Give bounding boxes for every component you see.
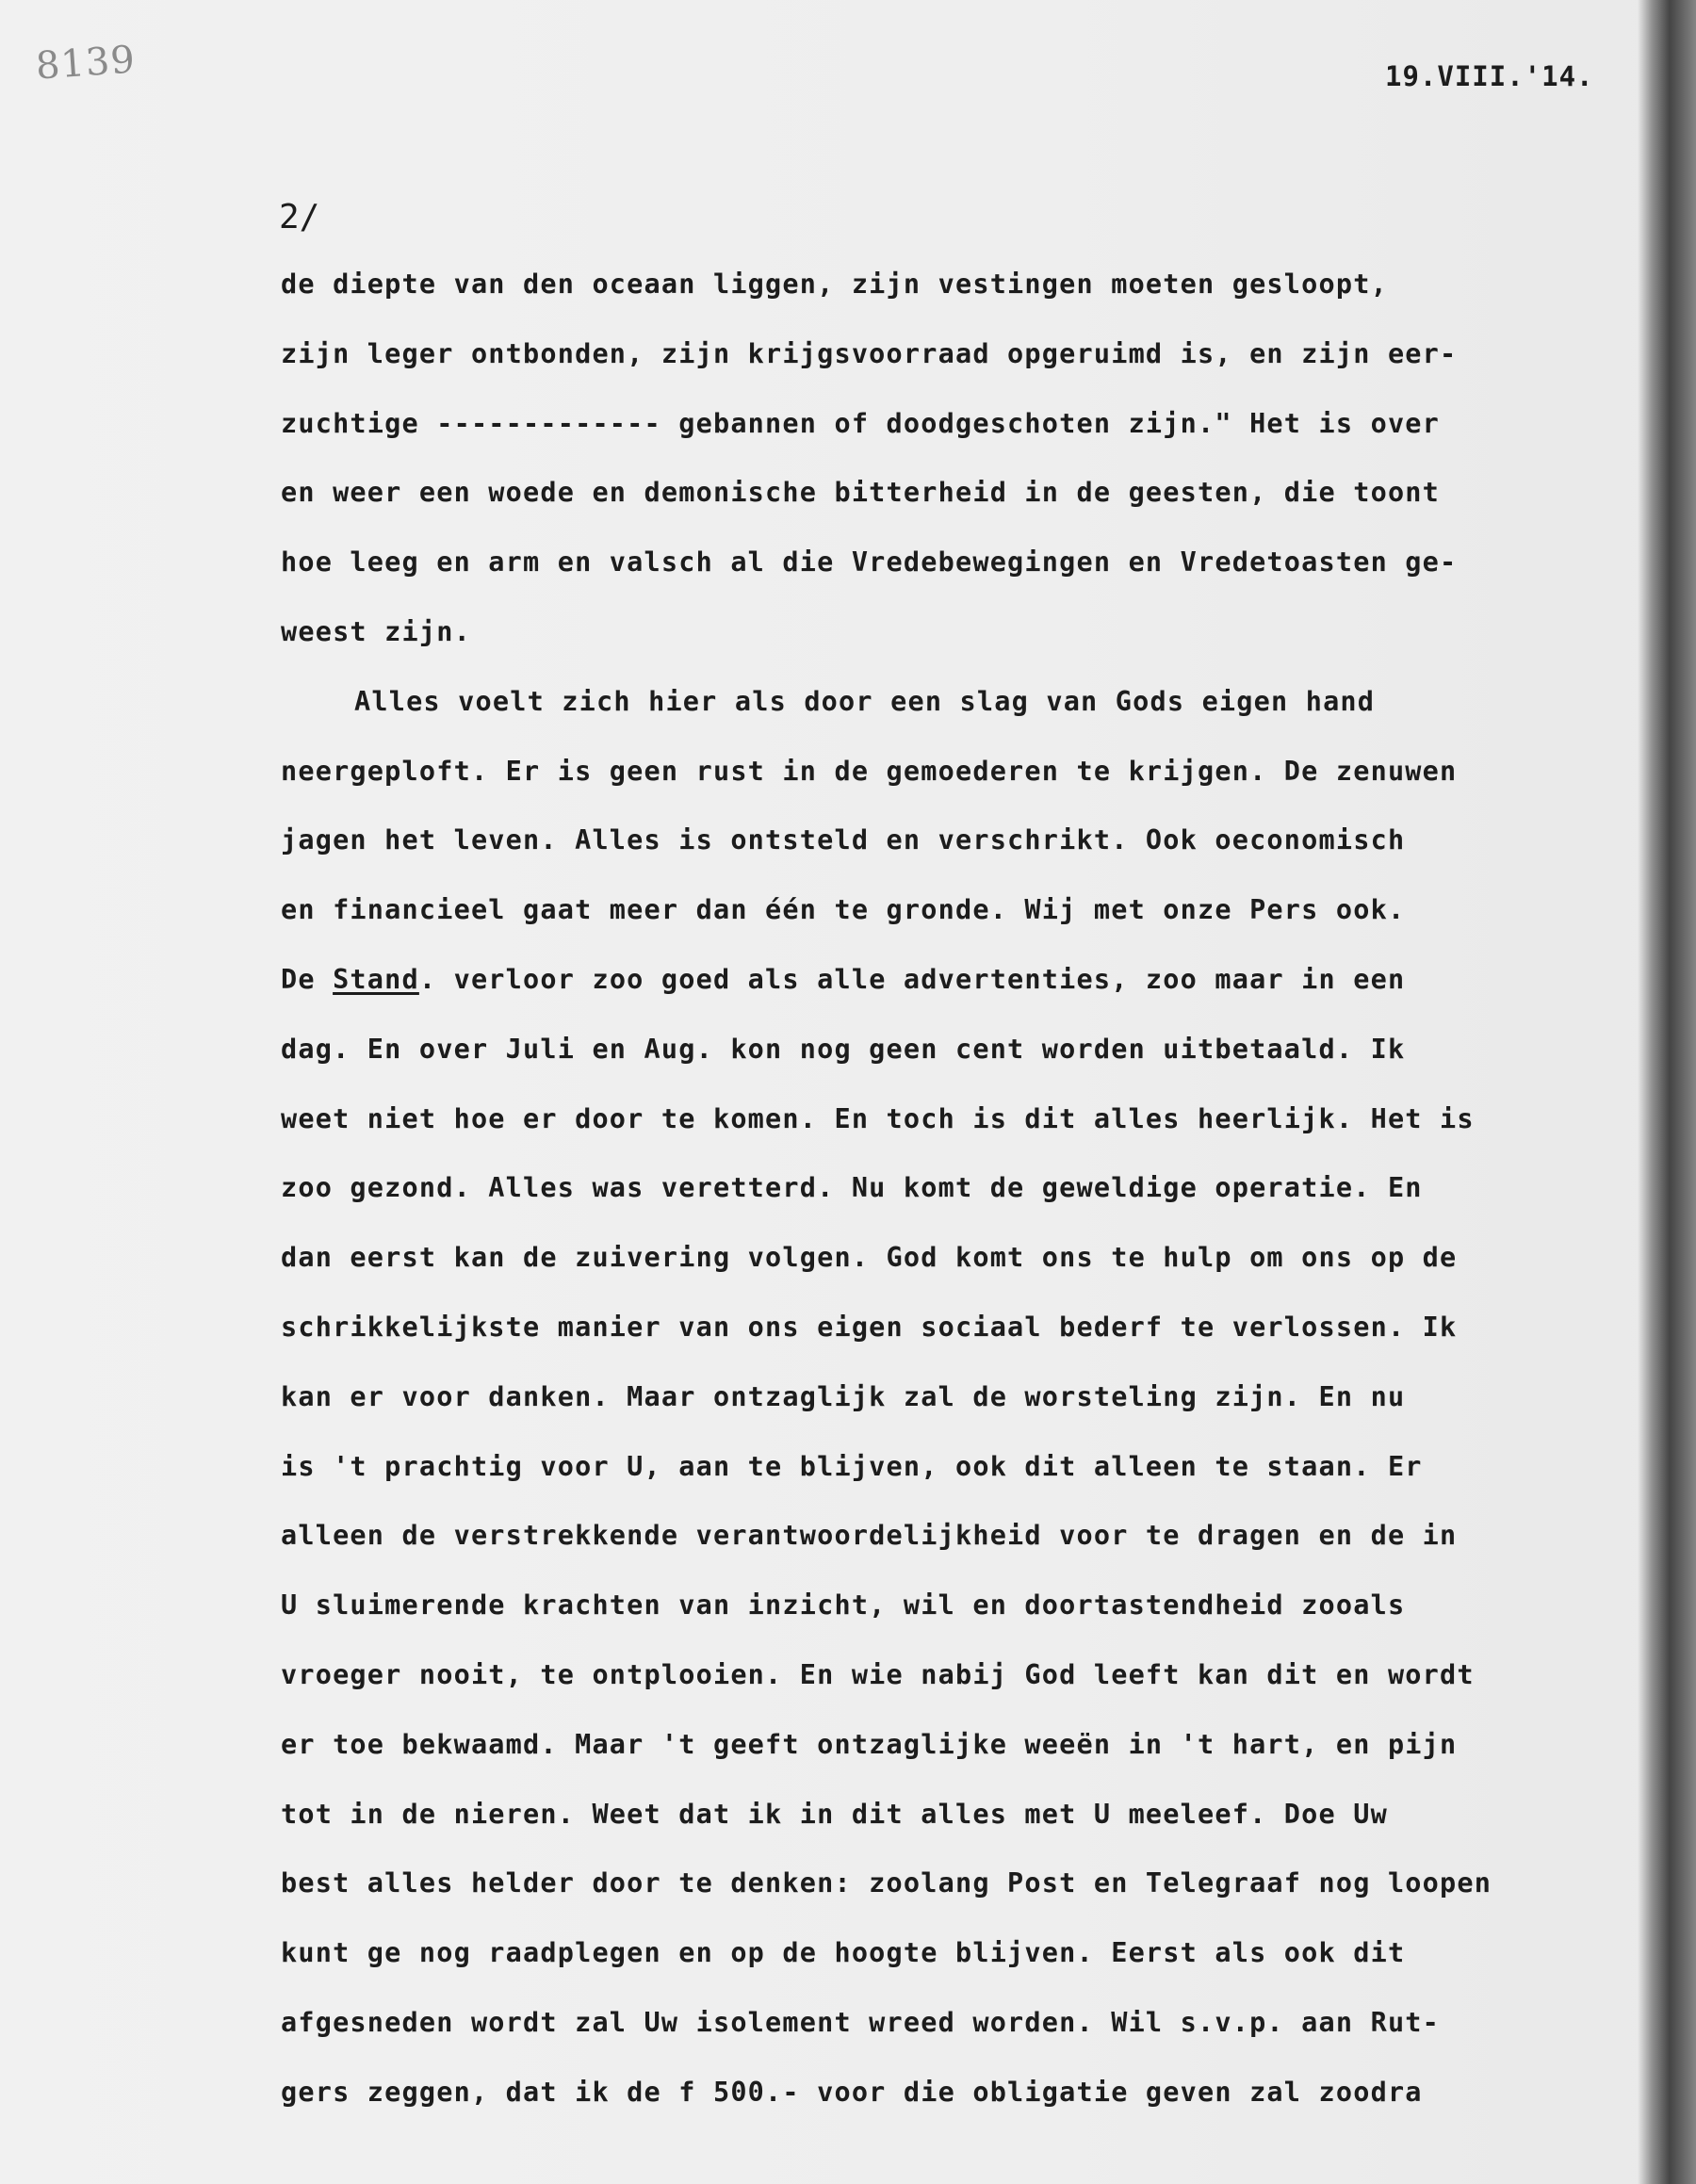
text-line: De Stand. verloor zoo goed als alle advertenties, zoo maar in een [281, 963, 1406, 995]
text-line: Alles voelt zich hier als door een slag van Gods eigen hand [354, 685, 1376, 717]
text-line: vroeger nooit, te ontplooien. En wie nabij God leeft kan dit en wordt [281, 1658, 1475, 1690]
underlined-word: Stand [333, 963, 419, 995]
letter-date: 19.VIII.'14. [1385, 60, 1594, 92]
text-line: de diepte van den oceaan liggen, zijn vestingen moeten gesloopt, [281, 269, 1388, 300]
text-line: weest zijn. [281, 615, 471, 647]
text-line: kunt ge nog raadplegen en op de hoogte blijven. Eerst als ook dit [281, 1937, 1406, 1969]
text-line: is 't prachtig voor U, aan te blijven, ook dit alleen te staan. Er [281, 1450, 1423, 1482]
text-line: dan eerst kan de zuivering volgen. God komt ons te hulp om ons op de [281, 1242, 1458, 1274]
archive-mark: 8139 [34, 38, 138, 89]
text-line: neergeploft. Er is geen rust in de gemoederen te krijgen. De zenuwen [281, 755, 1458, 787]
text-line: afgesneden wordt zal Uw isolement wreed worden. Wil s.v.p. aan Rut- [281, 2006, 1441, 2038]
page-number: 2/ [279, 198, 320, 236]
text-line: tot in de nieren. Weet dat ik in dit alles met U meeleef. Doe Uw [281, 1798, 1388, 1830]
text-line: zuchtige ------------- gebannen of doodgeschoten zijn." Het is over [281, 407, 1441, 439]
text-line: best alles helder door te denken: zoolang Post en Telegraaf nog loopen [281, 1867, 1492, 1899]
text-line: alleen de verstrekkende verantwoordelijkheid voor te dragen en de in [281, 1520, 1458, 1552]
text-line: gers zeggen, dat ik de f 500.- voor die obligatie geven zal zoodra [281, 2076, 1423, 2108]
text-line: en weer een woede en demonische bitterheid in de geesten, die toont [281, 477, 1441, 509]
text-line: weet niet hoe er door te komen. En toch is dit alles heerlijk. Het is [281, 1102, 1475, 1134]
text-line: hoe leeg en arm en valsch al die Vredebewegingen en Vredetoasten ge- [281, 546, 1458, 579]
text-line: U sluimerende krachten van inzicht, wil en doortastendheid zooals [281, 1589, 1406, 1622]
text-line: er toe bekwaamd. Maar 't geeft ontzaglijke weeën in 't hart, en pijn [281, 1728, 1458, 1760]
text-line: zoo gezond. Alles was veretterd. Nu komt de geweldige operatie. En [281, 1172, 1423, 1204]
text-line: en financieel gaat meer dan één te gronde. Wij met onze Pers ook. [281, 894, 1406, 926]
text-line: dag. En over Juli en Aug. kon nog geen cent worden uitbetaald. Ik [281, 1033, 1406, 1065]
text-line: zijn leger ontbonden, zijn krijgsvoorraad opgeruimd is, en zijn eer- [281, 337, 1458, 369]
letter-body [281, 266, 1656, 2143]
text-line: schrikkelijkste manier van ons eigen sociaal bederf te verlossen. Ik [281, 1311, 1458, 1343]
text-line: kan er voor danken. Maar ontzaglijk zal de worsteling zijn. En nu [281, 1380, 1406, 1412]
text-line: jagen het leven. Alles is ontsteld en verschrikt. Ook oeconomisch [281, 824, 1406, 856]
